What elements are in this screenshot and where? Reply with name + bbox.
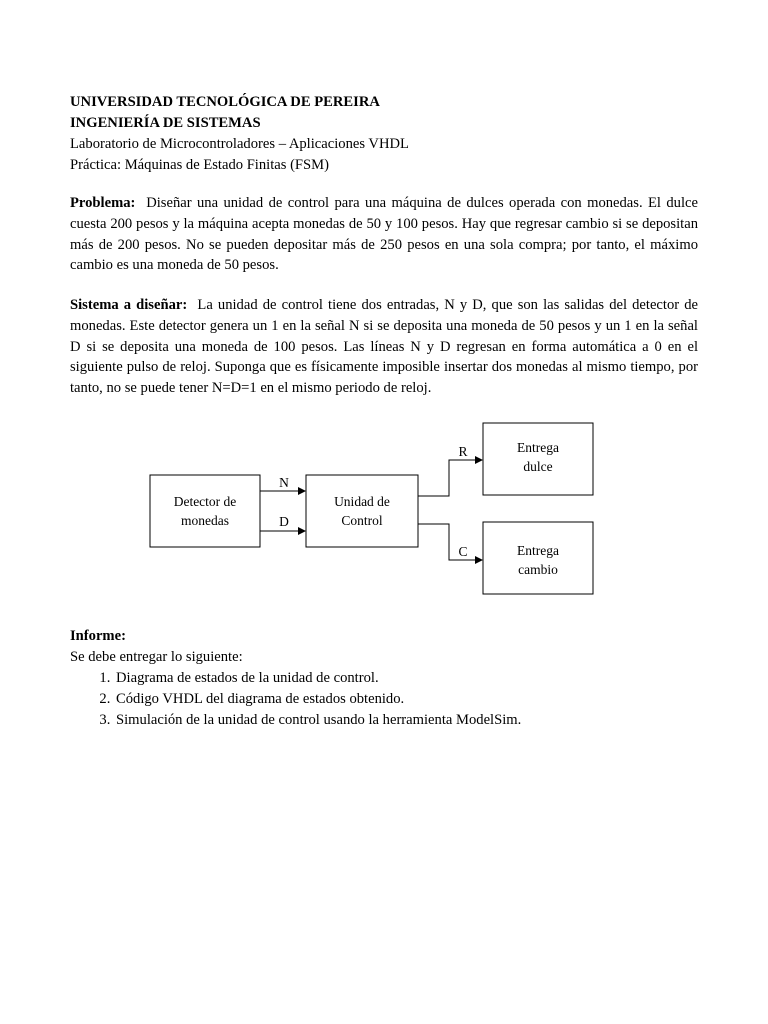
list-item: 2. Código VHDL del diagrama de estados obtenido. (114, 689, 698, 710)
document-page (70, 92, 698, 728)
detector-label-line2: monedas (181, 513, 229, 528)
n-signal-label: N (279, 475, 289, 490)
dulce-label-line1: Entrega (517, 440, 559, 455)
practice-title: Práctica: Máquinas de Estado Finitas (FSM) (70, 157, 330, 173)
control-box (306, 475, 418, 547)
sistema-label: Sistema a diseñar: (70, 297, 188, 313)
control-label-line2: Control (341, 513, 383, 528)
cambio-label-line1: Entrega (517, 543, 559, 558)
control-label-line1: Unidad de (334, 494, 390, 509)
problema-text: Diseñar una unidad de control para una máquina de dulces operada con monedas. El dulce cuesta 200 pesos y la máquina acepta monedas de 50 y 100 pesos. Hay que regresar cambio si se depositan más de 200 pesos. No se pueden depositar más de 250 pesos en una sola compra; por tanto, el máximo cambio es una moneda de 50 pesos. (70, 195, 698, 274)
informe-list (70, 668, 698, 731)
informe-section (70, 626, 698, 731)
r-signal-label: R (458, 444, 468, 459)
sistema-text: La unidad de control tiene dos entradas, N y D, que son las salidas del detector de monedas. Este detector genera un 1 en la señal N si se deposita una moneda de 50 pesos y un 1 en la señal D si se deposita una moneda de 100 pesos. Las líneas N y D regresan en forma automática a 0 en el siguiente pulso de reloj. Suponga que es físicamente imposible insertar dos monedas al mismo tiempo, por tanto, no se puede tener N=D=1 en el mismo periodo de reloj. (70, 297, 698, 397)
detector-label-line1: Detector de (173, 494, 237, 509)
list-item: 3. Simulación de la unidad de control usando la herramienta ModelSim. (114, 710, 698, 731)
c-signal-label: C (458, 544, 468, 559)
cambio-box (483, 522, 593, 594)
program-title: INGENIERÍA DE SISTEMAS (70, 115, 261, 131)
detector-box (150, 475, 260, 547)
informe-title: Informe: (70, 628, 126, 644)
university-title: UNIVERSIDAD TECNOLÓGICA DE PEREIRA (70, 94, 380, 110)
d-signal-label: D (279, 514, 289, 529)
sistema-paragraph (70, 295, 698, 399)
list-item: 1. Diagrama de estados de la unidad de control. (114, 668, 698, 689)
header (70, 92, 698, 176)
problema-paragraph (70, 193, 698, 276)
c-arrow (418, 524, 482, 560)
r-arrow (418, 460, 482, 496)
dulce-box (483, 423, 593, 495)
informe-intro: Se debe entregar lo siguiente: (70, 649, 243, 665)
cambio-label-line2: cambio (518, 562, 558, 577)
problema-label: Problema: (70, 195, 136, 211)
dulce-label-line2: dulce (523, 459, 553, 474)
course-title: Laboratorio de Microcontroladores – Aplicaciones VHDL (70, 136, 409, 152)
